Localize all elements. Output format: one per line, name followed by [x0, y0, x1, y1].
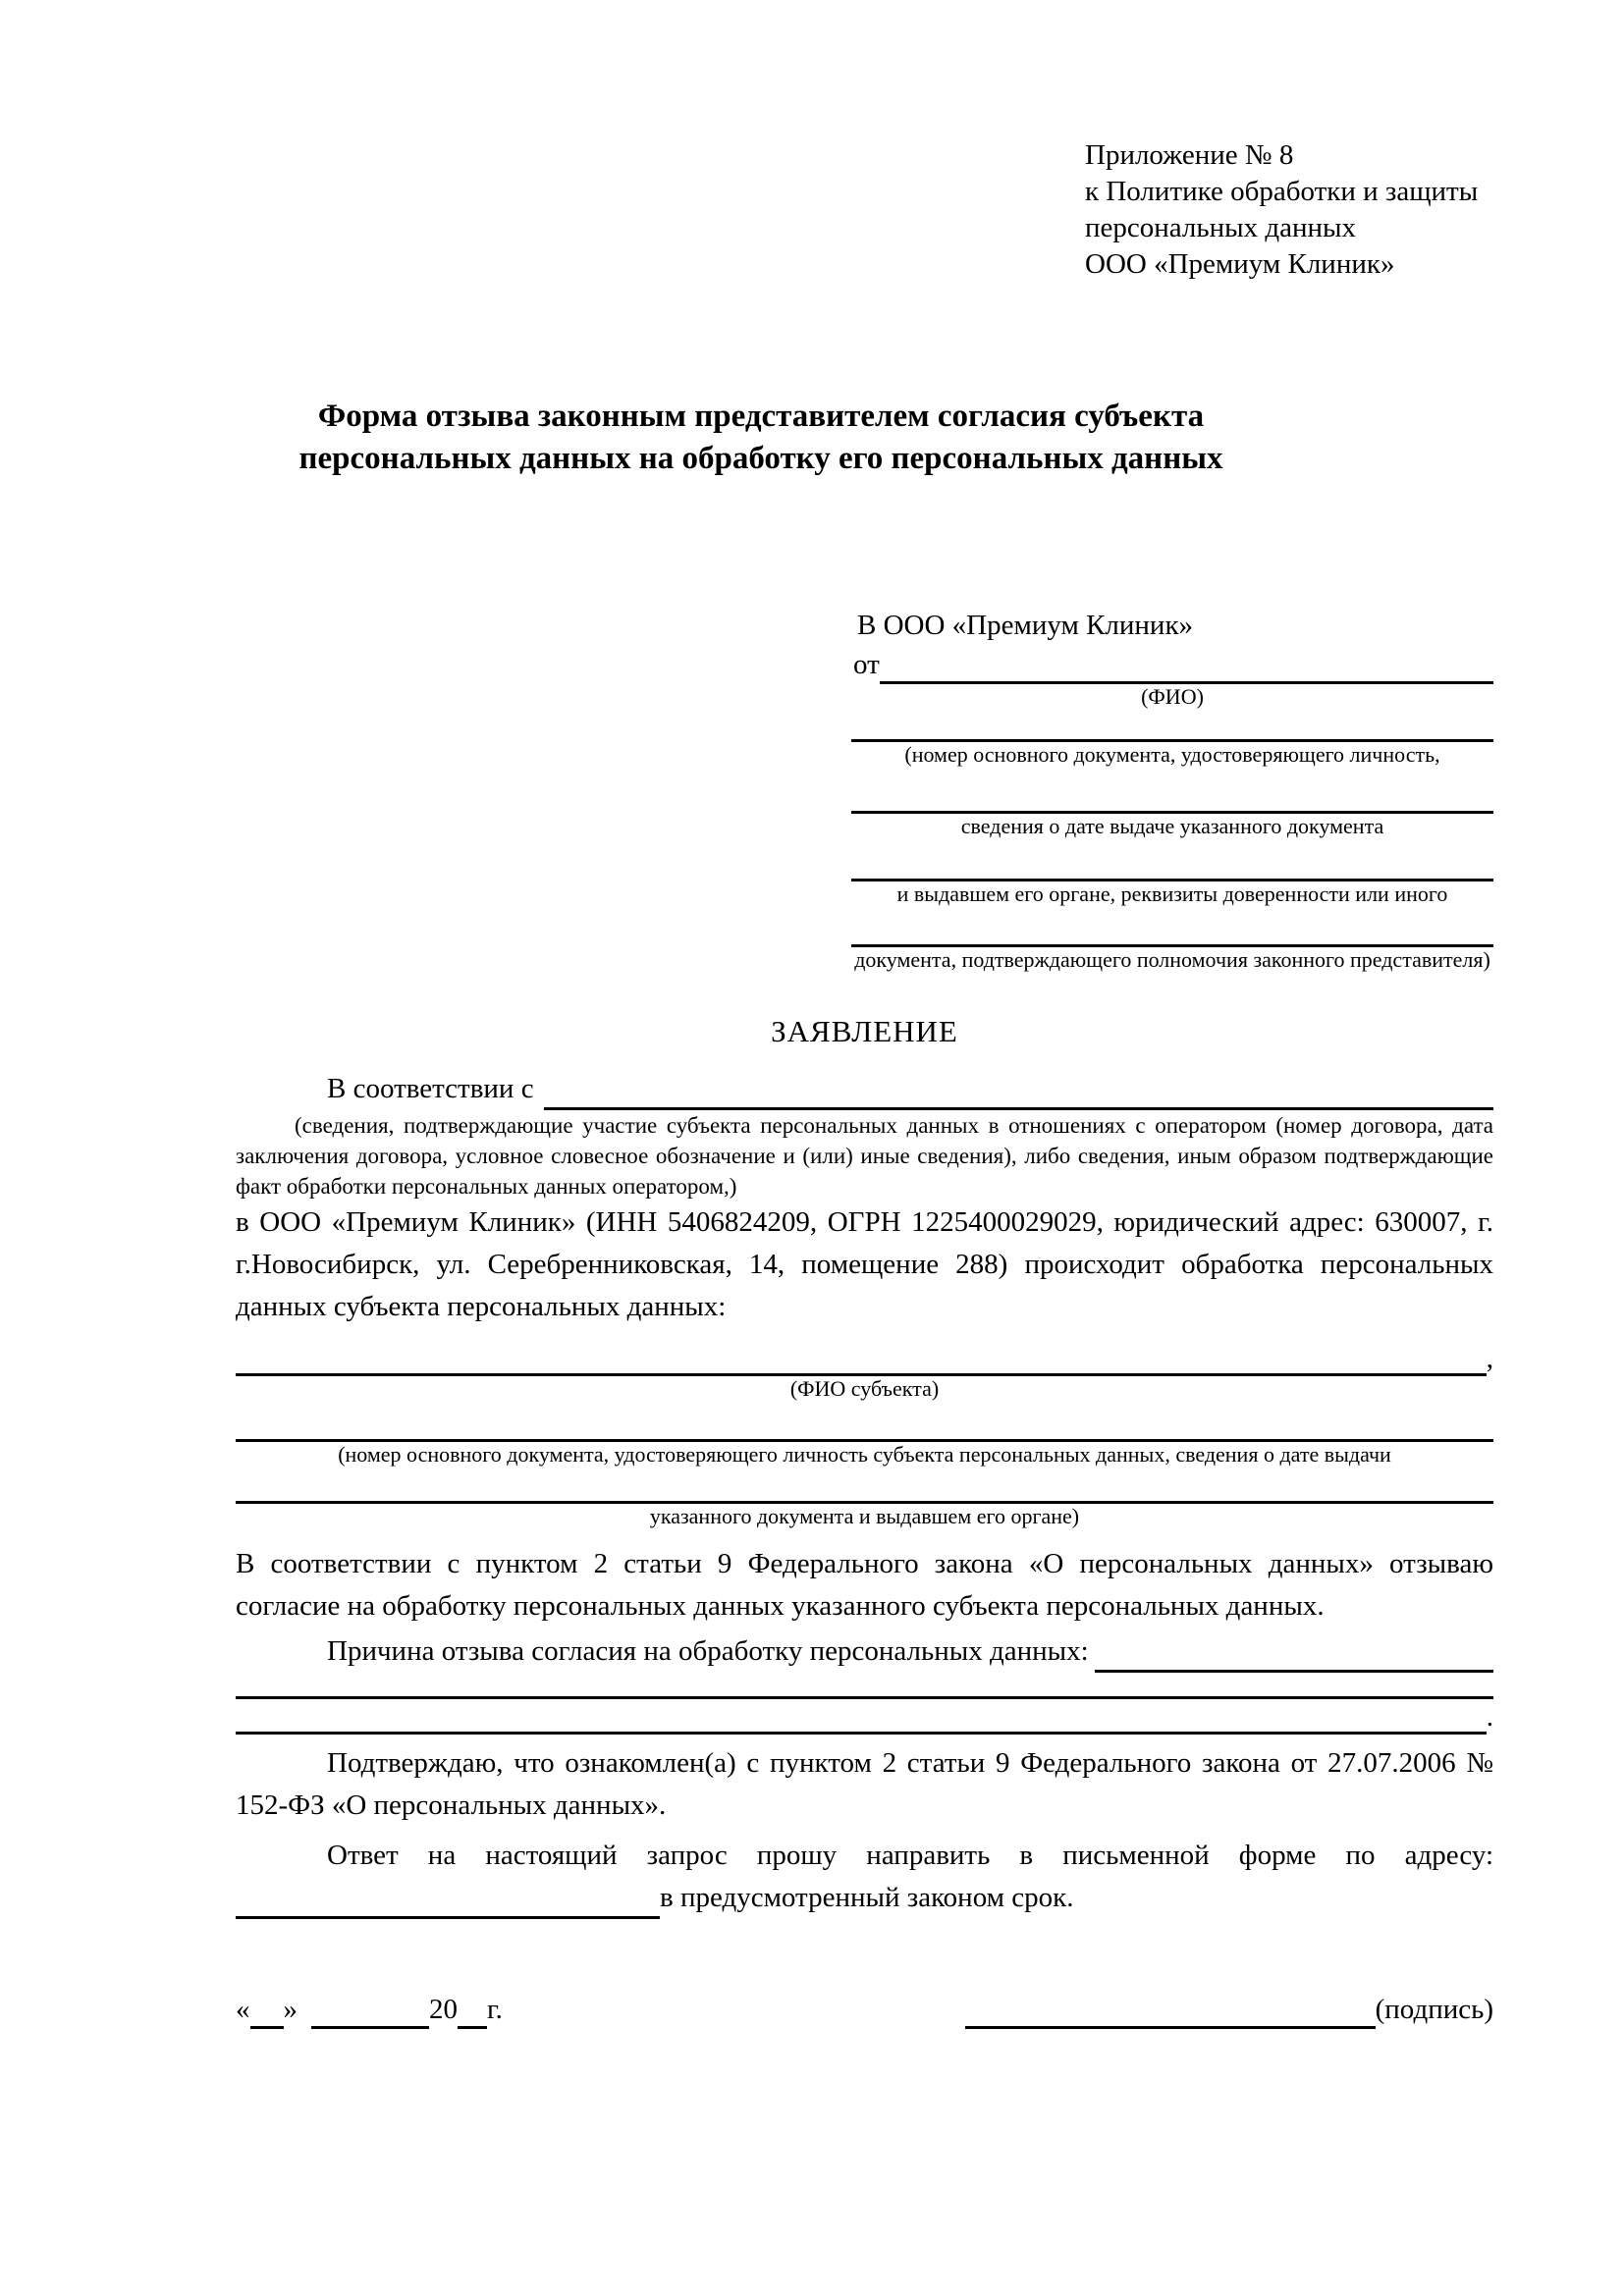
according-row: [236, 1065, 1493, 1110]
issue-date-blank-line: [851, 768, 1493, 814]
year-blank: [458, 1997, 487, 2029]
footer-row: [236, 1990, 1493, 2029]
reply-address-blank-line: [236, 1881, 660, 1919]
statement-heading: ЗАЯВЛЕНИЕ: [771, 1014, 958, 1048]
quote-open: «: [236, 1994, 250, 2025]
appendix-line: Приложение № 8: [1085, 139, 1294, 171]
period-suffix: .: [1486, 1701, 1493, 1733]
subject-fio-caption: (ФИО субъекта): [789, 1376, 940, 1401]
comma-suffix: ,: [1486, 1343, 1493, 1374]
reason-row: [236, 1628, 1493, 1673]
subject-fio-row: [236, 1340, 1493, 1376]
operator-paragraph: в ООО «Премиум Клиник» (ИНН 5406824209, ОГРН 1225400029029, юридический адрес: 630007, г. г.Новосибирск, ул. Серебренниковская, 14, помещение 288) происходит обработка персональных данных субъекта персональных данных:: [236, 1206, 1493, 1322]
document-number-blank-line: [851, 710, 1493, 742]
reply-address-row: [236, 1877, 1493, 1919]
signature-block: [965, 1990, 1493, 2029]
quote-close: »: [283, 1994, 298, 2025]
signature-caption: (подпись): [1375, 1994, 1493, 2025]
subject-authority-blank-line: [236, 1468, 1493, 1504]
reason-label: Причина отзыва согласия на обработку персональных данных:: [327, 1635, 1089, 1667]
subject-document-caption: (номер основного документа, удостоверяющего личность субъекта персональных данных, сведения о дате выдачи: [338, 1442, 1391, 1467]
according-label: В соответствии с: [327, 1073, 534, 1104]
subject-authority-caption: указанного документа и выдавшем его органе): [649, 1504, 1080, 1528]
day-blank: [250, 1997, 284, 2029]
appendix-note: [1085, 137, 1493, 283]
reason-continuation-line-2: [236, 1699, 1487, 1735]
authority-document-blank-line: [851, 907, 1493, 947]
fill-caption: сведения о дате выдаче указанного документа: [960, 814, 1384, 838]
fill-caption: и выдавшем его органе, реквизиты доверенности или иного: [896, 881, 1448, 906]
fill-caption: (номер основного документа, удостоверяющего личность,: [904, 742, 1440, 767]
addressee-from-row: [851, 645, 1493, 684]
according-blank-line: [544, 1074, 1493, 1110]
signature-blank-line: [965, 1997, 1376, 2029]
confirm-paragraph: Подтверждаю, что ознакомлен(а) с пунктом 2 статьи 9 Федерального закона от 27.07.2006 № 152-ФЗ «О персональных данных».: [236, 1747, 1493, 1821]
fill-caption: документа, подтверждающего полномочия законного представителя): [854, 947, 1490, 972]
date-block: [236, 1990, 503, 2029]
explanation-note: (сведения, подтверждающие участие субъекта персональных данных в отношениях с оператором (номер договора, дата заключения договора, условное словесное обозначение и (или) иные сведения), либо сведения, иным образом подтверждающие факт обработки персональных данных оператором,): [236, 1113, 1493, 1199]
addressee-block: [851, 606, 1493, 973]
month-blank: [311, 1997, 429, 2029]
addressee-to: В ООО «Премиум Клиник»: [857, 610, 1194, 641]
year-suffix: г.: [487, 1994, 503, 2025]
withdraw-paragraph: В соответствии с пунктом 2 статьи 9 Федерального закона «О персональных данных» отзываю согласие на обработку персональных данных указанного субъекта персональных данных.: [236, 1548, 1493, 1622]
appendix-line: к Политике обработки и защиты: [1085, 176, 1479, 207]
subject-fio-blank-line: [236, 1340, 1487, 1376]
reason-continuation-row: [236, 1699, 1493, 1735]
subject-document-blank-line: [236, 1402, 1493, 1442]
fio-blank-line: [880, 648, 1493, 684]
fio-caption: (ФИО): [1141, 684, 1204, 709]
document-title: Форма отзыва законным представителем согласия субъекта персональных данных на обработку его персональных данных: [298, 399, 1223, 476]
issuing-authority-blank-line: [851, 839, 1493, 881]
reason-continuation-line-1: [236, 1673, 1493, 1699]
reply-address-sentence: Ответ на настоящий запрос прошу направить в письменной форме по адресу:: [327, 1840, 1493, 1871]
reply-term-text: в предусмотренный законом срок.: [660, 1882, 1074, 1913]
appendix-line: персональных данных: [1085, 212, 1357, 243]
from-label: от: [853, 649, 880, 680]
year-prefix: 20: [429, 1994, 458, 2025]
reason-blank-line: [1095, 1636, 1493, 1673]
appendix-line: ООО «Премиум Клиник»: [1085, 248, 1395, 280]
